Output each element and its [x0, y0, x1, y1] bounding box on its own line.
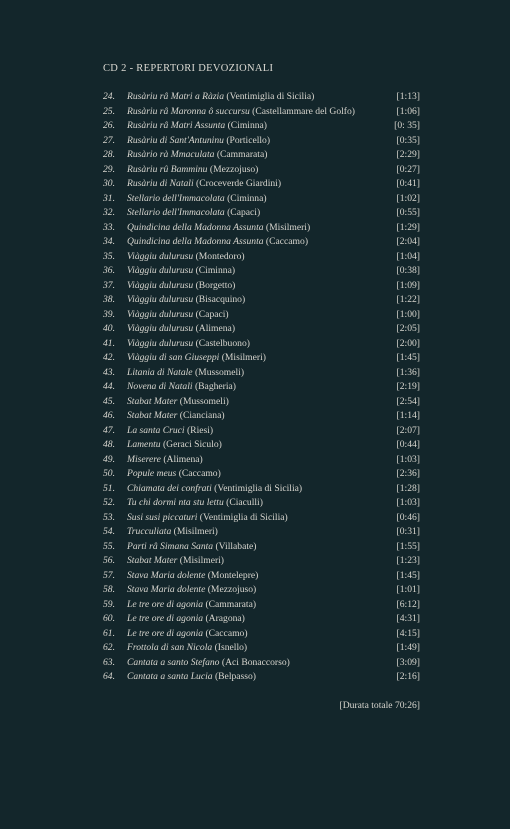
track-place: (Mezzojuso): [207, 163, 259, 175]
track-title: Rusàriu râ Matri a Ràzia: [127, 91, 225, 102]
track-duration: [0:27]: [396, 163, 420, 175]
track-row: [103, 424, 420, 439]
track-row: [103, 177, 420, 192]
track-title: Viàggiu di san Giuseppi: [127, 352, 220, 363]
track-title: Chiamata dei confrati: [127, 482, 212, 494]
track-place: (Misilmeri): [171, 526, 218, 537]
track-title: Stabat Mater: [127, 555, 178, 566]
track-duration: [6:12]: [396, 598, 420, 610]
track-duration: [1:49]: [396, 642, 420, 653]
track-duration: [1:09]: [396, 279, 420, 291]
track-place: (Riesi): [184, 424, 214, 436]
track-number: 60.: [103, 613, 115, 624]
track-number: 34.: [103, 236, 115, 247]
track-row: [103, 438, 420, 453]
track-number: 51.: [103, 482, 115, 494]
track-place: (Geraci Siculo): [160, 439, 222, 450]
track-number: 46.: [103, 410, 115, 421]
total-duration: [Durata totale 70:26]: [339, 700, 420, 711]
track-duration: [3:09]: [396, 656, 420, 668]
track-duration: [1:04]: [396, 250, 420, 262]
track-row: [103, 308, 420, 323]
track-title: La santa Cruci: [127, 424, 185, 436]
track-row: [103, 163, 420, 178]
track-place: (Misilmeri): [263, 221, 311, 233]
track-number: 24.: [103, 91, 115, 102]
track-number: 63.: [103, 656, 115, 668]
track-place: (Capaci): [193, 308, 229, 320]
track-title: Frottola di san Nicola: [127, 642, 213, 653]
track-duration: [1:13]: [396, 91, 420, 102]
track-row: [103, 641, 420, 656]
track-row: [103, 119, 420, 134]
track-title: Stabat Mater: [127, 395, 178, 407]
track-number: 44.: [103, 381, 115, 392]
track-place: (Croceverde Giardini): [193, 178, 282, 189]
track-place: (Caccamo): [176, 468, 221, 479]
track-row: [103, 540, 420, 555]
track-place: (Bagheria): [192, 381, 236, 392]
track-list: [103, 90, 420, 685]
track-row: [103, 134, 420, 149]
track-number: 25.: [103, 105, 115, 117]
track-duration: [2:00]: [396, 337, 420, 349]
track-duration: [1:55]: [396, 540, 420, 552]
track-title: Viàggiu dulurusu: [127, 279, 194, 291]
track-duration: [2:05]: [396, 323, 420, 334]
track-title: Viàggiu dulurusu: [127, 337, 194, 349]
track-number: 37.: [103, 279, 115, 291]
track-row: [103, 409, 420, 424]
track-row: [103, 366, 420, 381]
track-title: Stellario dell'Immacolata: [127, 207, 225, 218]
track-row: [103, 554, 420, 569]
track-number: 29.: [103, 163, 115, 175]
track-number: 27.: [103, 134, 115, 146]
track-title: Rusàrio rà Mmaculata: [127, 149, 215, 160]
track-title: Parti râ Simana Santa: [127, 540, 214, 552]
track-duration: [0:41]: [396, 178, 420, 189]
track-place: (Capaci): [224, 207, 261, 218]
track-duration: [1:02]: [396, 192, 420, 204]
track-row: [103, 525, 420, 540]
track-place: (Caccamo): [263, 236, 309, 247]
track-title: Rusàriu di Natali: [127, 178, 194, 189]
track-number: 61.: [103, 627, 115, 639]
track-place: (Castelbuono): [193, 337, 250, 349]
track-duration: [1:45]: [396, 569, 420, 581]
track-title: Stava Maria dolente: [127, 569, 206, 581]
track-duration: [2:07]: [396, 424, 420, 436]
track-duration: [2:16]: [396, 671, 420, 682]
track-place: (Isnello): [212, 642, 248, 653]
track-duration: [0:55]: [396, 207, 420, 218]
track-title: Viàggiu dulurusu: [127, 265, 194, 276]
track-title: Novena di Natali: [127, 381, 193, 392]
track-number: 48.: [103, 439, 115, 450]
track-row: [103, 627, 420, 642]
track-title: Viàggiu dulurusu: [127, 294, 194, 305]
track-number: 26.: [103, 120, 115, 131]
track-number: 54.: [103, 526, 115, 537]
track-duration: [2:19]: [396, 381, 420, 392]
track-number: 58.: [103, 584, 115, 595]
track-row: [103, 250, 420, 265]
track-number: 30.: [103, 178, 115, 189]
track-row: [103, 482, 420, 497]
track-duration: [2:54]: [396, 395, 420, 407]
track-duration: [1:01]: [396, 584, 420, 595]
track-row: [103, 656, 420, 671]
track-title: Cantata a santo Stefano: [127, 656, 220, 668]
track-number: 59.: [103, 598, 115, 610]
track-number: 43.: [103, 366, 115, 378]
track-title: Rusàriu râ Maronna ô succursu: [127, 105, 250, 117]
track-number: 39.: [103, 308, 115, 320]
track-number: 57.: [103, 569, 115, 581]
track-number: 64.: [103, 671, 115, 682]
track-title: Cantata a santa Lucia: [127, 671, 213, 682]
track-row: [103, 148, 420, 163]
track-title: Lamentu: [127, 439, 161, 450]
track-row: [103, 670, 420, 685]
track-duration: [0: 35]: [394, 120, 420, 131]
track-place: (Ciminna): [224, 192, 267, 204]
track-row: [103, 90, 420, 105]
track-place: (Ciaculli): [223, 497, 263, 508]
track-row: [103, 337, 420, 352]
track-place: (Ciminna): [225, 120, 268, 131]
track-duration: [1:28]: [396, 482, 420, 494]
track-title: Quindicina della Madonna Assunta: [127, 221, 264, 233]
track-duration: [1:45]: [396, 352, 420, 363]
track-place: (Ventimiglia di Sicilia): [224, 91, 315, 102]
track-place: (Bisacquino): [193, 294, 246, 305]
track-place: (Borgetto): [193, 279, 236, 291]
track-row: [103, 496, 420, 511]
track-row: [103, 279, 420, 294]
track-title: Miserere: [127, 453, 161, 465]
track-title: Rusàriu rû Bamminu: [127, 163, 208, 175]
track-place: (Belpasso): [212, 671, 256, 682]
track-row: [103, 192, 420, 207]
track-place: (Porticello): [223, 134, 271, 146]
track-title: Le tre ore di agonia: [127, 613, 204, 624]
track-duration: [1:14]: [396, 410, 420, 421]
track-place: (Mezzojuso): [205, 584, 257, 595]
track-number: 32.: [103, 207, 115, 218]
track-number: 41.: [103, 337, 115, 349]
track-number: 35.: [103, 250, 115, 262]
track-row: [103, 612, 420, 627]
track-duration: [1:29]: [396, 221, 420, 233]
track-number: 52.: [103, 497, 115, 508]
track-title: Le tre ore di agonia: [127, 598, 204, 610]
track-duration: [1:23]: [396, 555, 420, 566]
track-place: (Cammarata): [214, 149, 268, 160]
track-number: 38.: [103, 294, 115, 305]
track-row: [103, 264, 420, 279]
track-number: 28.: [103, 149, 115, 160]
track-place: (Castellammare del Golfo): [249, 105, 355, 117]
track-duration: [0:31]: [396, 526, 420, 537]
track-title: Stabat Mater: [127, 410, 178, 421]
track-row: [103, 380, 420, 395]
track-title: Trucculiata: [127, 526, 172, 537]
track-place: (Misilmeri): [219, 352, 266, 363]
track-place: (Ventimiglia di Sicilia): [211, 482, 303, 494]
track-duration: [0:44]: [396, 439, 420, 450]
track-number: 42.: [103, 352, 115, 363]
track-duration: [2:36]: [396, 468, 420, 479]
track-number: 49.: [103, 453, 115, 465]
track-duration: [1:03]: [396, 453, 420, 465]
track-row: [103, 293, 420, 308]
track-duration: [0:46]: [396, 511, 420, 523]
track-place: (Ventimiglia di Sicilia): [197, 511, 288, 523]
track-duration: [0:38]: [396, 265, 420, 276]
track-row: [103, 235, 420, 250]
track-title: Viàggiu dulurusu: [127, 323, 194, 334]
track-title: Rusàriu râ Matri Assunta: [127, 120, 226, 131]
track-place: (Alimena): [160, 453, 203, 465]
track-duration: [4:15]: [396, 627, 420, 639]
track-place: (Aci Bonaccorso): [219, 656, 290, 668]
track-number: 56.: [103, 555, 115, 566]
track-place: (Mussomeli): [177, 395, 229, 407]
track-place: (Alimena): [193, 323, 236, 334]
track-row: [103, 105, 420, 120]
track-row: [103, 598, 420, 613]
track-title: Tu chi dormi nta stu lettu: [127, 497, 224, 508]
section-heading: CD 2 - REPERTORI DEVOZIONALI: [103, 63, 274, 74]
track-row: [103, 221, 420, 236]
track-place: (Montelepre): [205, 569, 259, 581]
track-row: [103, 351, 420, 366]
track-row: [103, 569, 420, 584]
track-number: 45.: [103, 395, 115, 407]
track-duration: [2:04]: [396, 236, 420, 247]
track-place: (Aragona): [203, 613, 245, 624]
track-duration: [4:31]: [396, 613, 420, 624]
track-number: 50.: [103, 468, 115, 479]
track-number: 47.: [103, 424, 115, 436]
track-place: (Cianciana): [177, 410, 225, 421]
track-row: [103, 322, 420, 337]
track-duration: [1:03]: [396, 497, 420, 508]
track-title: Quindicina della Madonna Assunta: [127, 236, 264, 247]
track-duration: [1:22]: [396, 294, 420, 305]
track-title: Le tre ore di agonia: [127, 627, 204, 639]
track-place: (Mussomeli): [192, 366, 245, 378]
track-title: Litania di Natale: [127, 366, 193, 378]
track-number: 53.: [103, 511, 115, 523]
track-title: Viàggiu dulurusu: [127, 250, 194, 262]
track-row: [103, 583, 420, 598]
track-place: (Montedoro): [193, 250, 245, 262]
track-duration: [2:29]: [396, 149, 420, 160]
track-place: (Caccamo): [203, 627, 248, 639]
track-number: 62.: [103, 642, 115, 653]
track-title: Stellario dell'Immacolata: [127, 192, 225, 204]
track-place: (Ciminna): [193, 265, 236, 276]
track-title: Susi susi piccaturi: [127, 511, 198, 523]
track-duration: [1:06]: [396, 105, 420, 117]
track-number: 55.: [103, 540, 115, 552]
track-duration: [0:35]: [396, 134, 420, 146]
track-title: Viàggiu dulurusu: [127, 308, 194, 320]
track-row: [103, 467, 420, 482]
track-number: 40.: [103, 323, 115, 334]
track-title: Popule meus: [127, 468, 177, 479]
track-place: (Villabate): [213, 540, 257, 552]
track-place: (Cammarata): [203, 598, 257, 610]
track-place: (Misilmeri): [177, 555, 225, 566]
track-number: 36.: [103, 265, 115, 276]
track-title: Stava Maria dolente: [127, 584, 206, 595]
track-duration: [1:36]: [396, 366, 420, 378]
track-title: Rusàriu di Sant'Antuninu: [127, 134, 224, 146]
track-duration: [1:00]: [396, 308, 420, 320]
track-row: [103, 395, 420, 410]
track-number: 31.: [103, 192, 115, 204]
track-row: [103, 511, 420, 526]
track-row: [103, 453, 420, 468]
track-row: [103, 206, 420, 221]
track-number: 33.: [103, 221, 115, 233]
